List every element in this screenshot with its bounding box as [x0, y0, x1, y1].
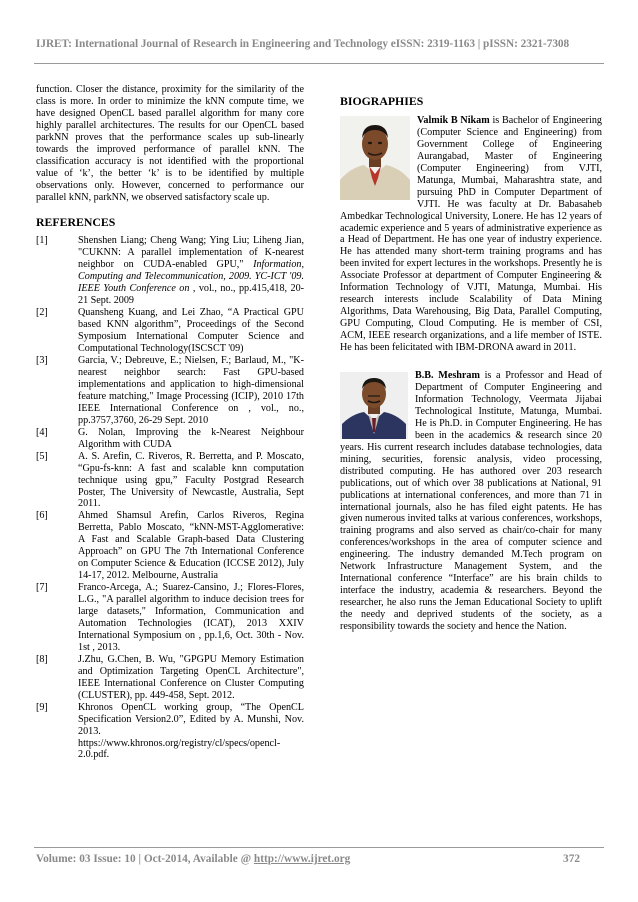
reference-text: Quansheng Kuang, and Lei Zhao, “A Practical GPU based KNN algorithm”, Proceedings of the Second Symposium International Computer Science and Computational Technology(ISCSCT '09) [78, 307, 304, 355]
left-column [36, 84, 304, 761]
reference-item [36, 582, 304, 654]
reference-item [36, 654, 304, 702]
reference-item [36, 451, 304, 511]
biography-meshram-body: is a Professor and Head of Department of Computer Engineering and Information Technology, Veermata Jijabai Technological Institute, Matunga, Mumbai. He is Ph.D. in Computer Engineering. He has been in the academics & research since 20 years. His current research includes database technologies, data mining, securities, forensic analysis, video processing, distributed computing. He has authored over 203 research publications, out of which over 38 publications at National, 91 publications at international conferences, and more than 71 in international journals, also he has filed eight patents. He has given numerous invited talks at various conferences, workshops, training programs and also served as chair/co-chair for many conferences/workshops in the area of computer science and engineering. The industry demanded M.Tech program on Network Infrastructure Management System, and the International conference “Interface” are his brain childs to interface the industry, academia & researchers. Beyond the researcher, he also runs the Jeman Educational Society to uplift the needy and deprived students of the society, as a responsibility towards the society and hence the Nation. [340, 370, 602, 633]
author-name-nikam: Valmik B Nikam [417, 114, 490, 126]
author-photo-meshram [340, 372, 408, 439]
reference-text: G. Nolan, Improving the k-Nearest Neighbour Algorithm with CUDA [78, 426, 304, 450]
biography-nikam-body: is Bachelor of Engineering (Computer Science and Engineering) from Government College of Engineering Aurangabad, Master of Engineering (Computer Engineering) from VJTI, Matunga, Mumbai, Maharashtra state, and pursuing PhD in Computer Department of VJTI. He was faculty at Dr. Babasaheb Ambedkar Technological University, Lonere. He has 12 years of academic experience and 5 years of administrative experience as a Head of Department. He has one year of industry experience. He has attended many short-term training programs and has been invited for expert lectures in the workshops. Presently he is Associate Professor at department of Computer Engineering & Information Technology of VJTI, Matunga, Mumbai. His research interests include Scalability of Data Mining Algorithms, Data Warehousing, Big Data, Parallel Computing, GPU Computing, Cloud Computing. He is member of CSI, ACM, IEEE research organizations, and a life member of ISTE. He has been felicitated with IBM-DRONA award in 2011. [340, 114, 602, 354]
reference-item [36, 702, 304, 762]
biography-nikam [340, 115, 602, 354]
footer-divider [34, 847, 604, 848]
biography-meshram [340, 370, 602, 633]
reference-number: [5] [36, 450, 48, 462]
reference-text: A. S. Arefin, C. Riveros, R. Berretta, and P. Moscato, “Gpu-fs-knn: A fast and scalable knn computation technique using gpu,” Faculty Postgrad Research Poster, The University of Newcastle, Australia, Sept 2011. [78, 450, 304, 510]
reference-text: Franco-Arcega, A.; Suarez-Cansino, J.; Flores-Flores, L.G., "A parallel algorithm to induce decision trees for large datasets," Information, Communication and Automation Technologies (ICAT), 2013 XXIV International Symposium on , pp.1,6, Oct. 30th - Nov. 1st , 2013. [78, 582, 304, 653]
journal-header: IJRET: International Journal of Research in Engineering and Technology eISSN: 2319-1163 | pISSN: 2321-7308 [36, 38, 570, 50]
biographies-heading: BIOGRAPHIES [340, 94, 424, 108]
conclusion-paragraph: function. Closer the distance, proximity for the similarity of the class is more. In order to minimize the kNN compute time, we have designed OpenCL based parallel algorithm for many core highly parallel architectures. The results for our OpenCL based parkNN proves that the performance scales up sub-linearly towards the improved performance of parallel kNN. The classification accuracy is not identified with the proportional value of ‘k’, the better ‘k’ is to be identified by multiple observations only. However, concerned to performance our parallel kNN, parkNN, we observed satisfactory scale up. [36, 84, 304, 203]
reference-number: [4] [36, 426, 48, 438]
reference-venue: Information, Computing and Telecommunication, 2009. YC-ICT '09. IEEE Youth Conference on [78, 259, 304, 295]
reference-text: Khronos OpenCL working group, “The OpenCL Specification Version2.0”, Edited by A. Munshi, Nov. 2013. https://www.khronos.org/registry/cl/specs/opencl-2.0.pdf. [78, 701, 304, 761]
reference-text: Garcia, V.; Debreuve, E.; Nielsen, F.; Barlaud, M., "K-nearest neighbor search: Fast GPU-based implementations and application to high-dimensional feature matching," Image Processing (ICIP), 2010 17th IEEE International Conference on , vol., no., pp.3757,3760, 26-29 Sept. 2010 [78, 355, 304, 426]
right-column [340, 84, 602, 633]
reference-item [36, 307, 304, 355]
reference-number: [1] [36, 235, 48, 247]
reference-text: J.Zhu, G.Chen, B. Wu, "GPGPU Memory Estimation and Optimization Targeting OpenCL Architecture", IEEE International Conference on Cluster Computing (CLUSTER), pp. 449-458, Sept. 2012. [78, 653, 304, 701]
reference-number: [9] [36, 701, 48, 713]
author-photo-nikam [340, 116, 410, 200]
reference-item [36, 355, 304, 427]
header-divider [34, 63, 604, 64]
reference-text: Ahmed Shamsul Arefin, Carlos Riveros, Regina Berretta, Pablo Moscato, “kNN-MST-Agglomerative: A Fast and Scalable Graph-based Data Clustering Approach” on GPU The 7th International Conference on Computer Science & Education (ICCSE 2012), July 14-17, 2012. Melbourne, Australia [78, 510, 304, 582]
journal-website-link[interactable]: http://www.ijret.org [253, 853, 351, 865]
reference-number: [2] [36, 307, 48, 319]
page-number: 372 [563, 853, 580, 865]
reference-text-tail: , vol., no., pp.415,418, 20-21 Sept. 2009 [78, 283, 305, 307]
journal-footer [36, 853, 602, 865]
reference-number: [7] [36, 582, 48, 594]
reference-number: [3] [36, 355, 48, 367]
reference-number: [6] [36, 510, 48, 522]
reference-number: [8] [36, 653, 48, 665]
references-heading: REFERENCES [36, 214, 116, 229]
reference-item [36, 235, 304, 307]
reference-text: Shenshen Liang; Cheng Wang; Ying Liu; Liheng Jian, "CUKNN: A parallel implementation of K-nearest neighbor on CUDA-enabled GPU," [78, 235, 304, 271]
reference-item [36, 510, 304, 582]
footer-volume-info: Volume: 03 Issue: 10 | Oct-2014, Available @ [36, 853, 254, 865]
reference-item [36, 427, 304, 451]
author-name-meshram: B.B. Meshram [415, 370, 480, 382]
